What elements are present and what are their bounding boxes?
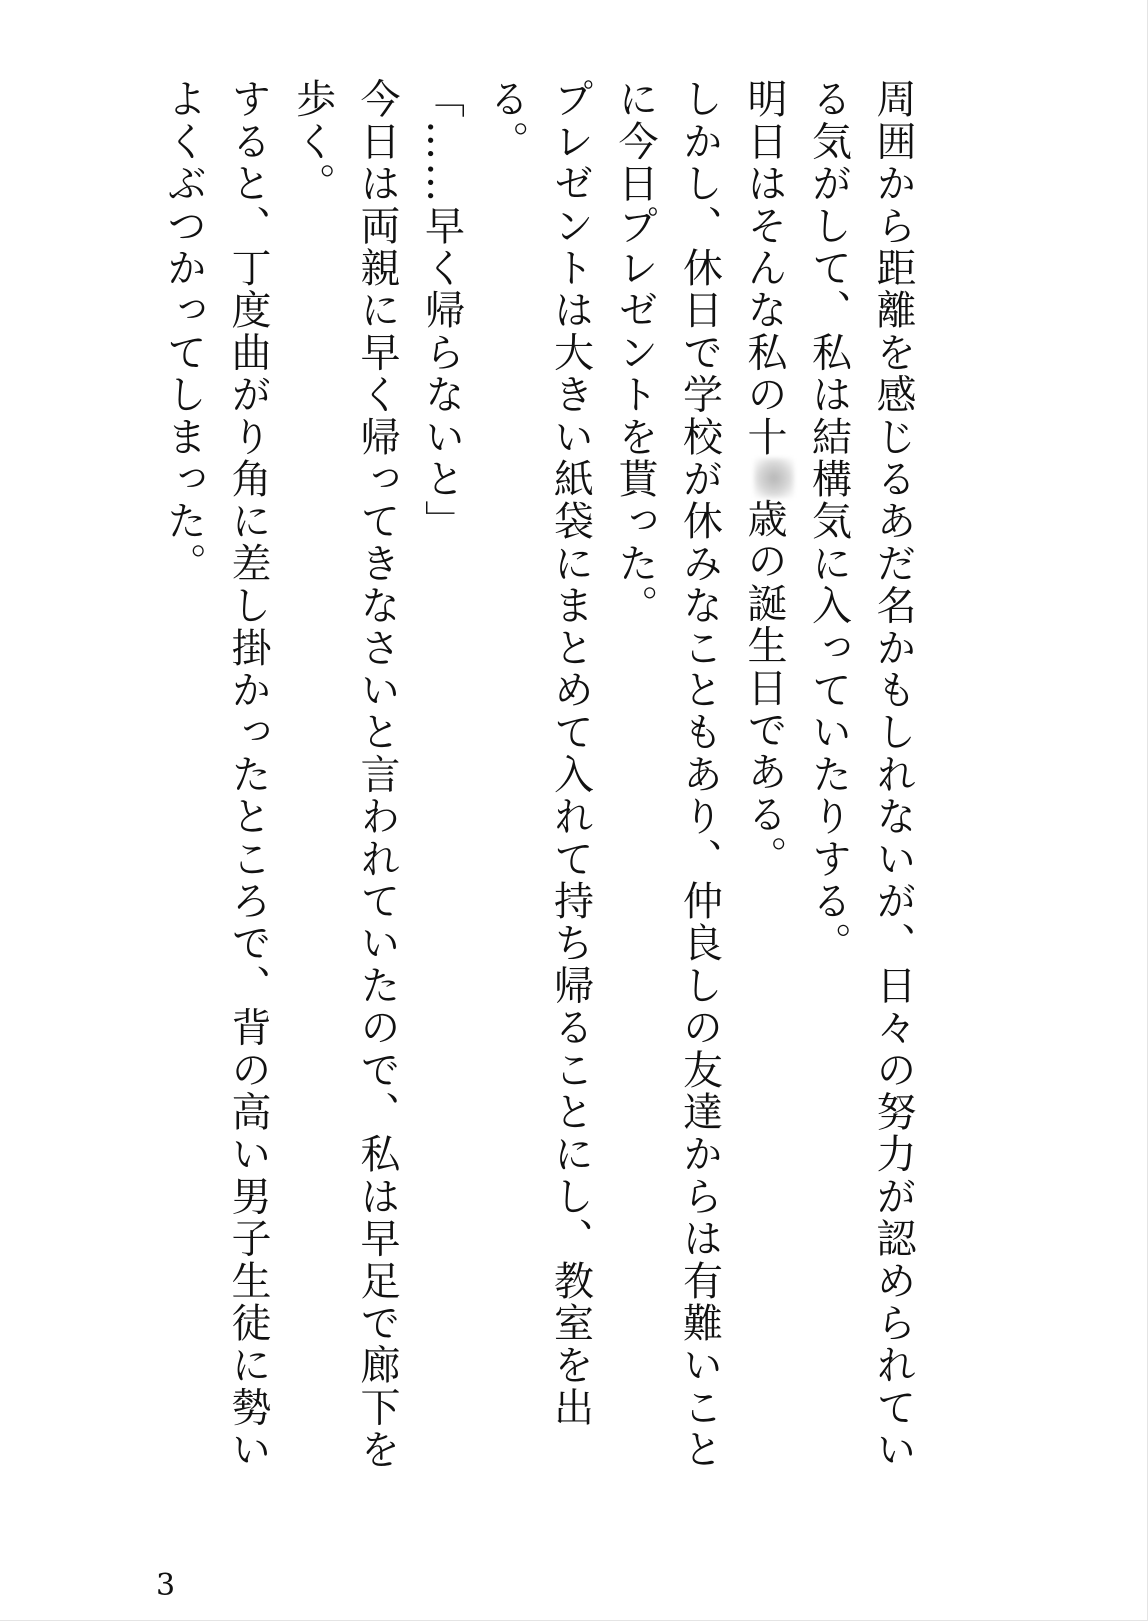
paragraph-text-after: 歳の誕生日である。 <box>741 497 787 878</box>
paragraph: しかし、休日で学校が休みなこともあり、仲良しの友達からは有難いことに今日プレゼントを貰った。 <box>612 78 723 1471</box>
paragraph: プレゼントは大きい紙袋にまとめて入れて持ち帰ることにし、教室を出る。 <box>483 78 594 1429</box>
redacted-blur-mark <box>754 458 794 498</box>
paragraph: 今日は両親に早く帰ってきなさいと言われていたので、私は早足で廊下を歩く。 <box>289 78 400 1471</box>
paragraph: すると、丁度曲がり角に差し掛かったところで、背の高い男子生徒に勢いよくぶつかってしまった。 <box>160 78 271 1471</box>
page-number: 3 <box>156 1568 176 1603</box>
paragraph-text-before: 明日はそんな私の十 <box>741 78 787 458</box>
paragraph: 「……早く帰らないと」 <box>418 78 465 543</box>
paragraph <box>732 78 797 1498</box>
body-text <box>151 78 925 1498</box>
paragraph: 周囲から距離を感じるあだ名かもしれないが、日々の努力が認められている気がして、私は結構気に入っていたりする。 <box>805 78 916 1471</box>
